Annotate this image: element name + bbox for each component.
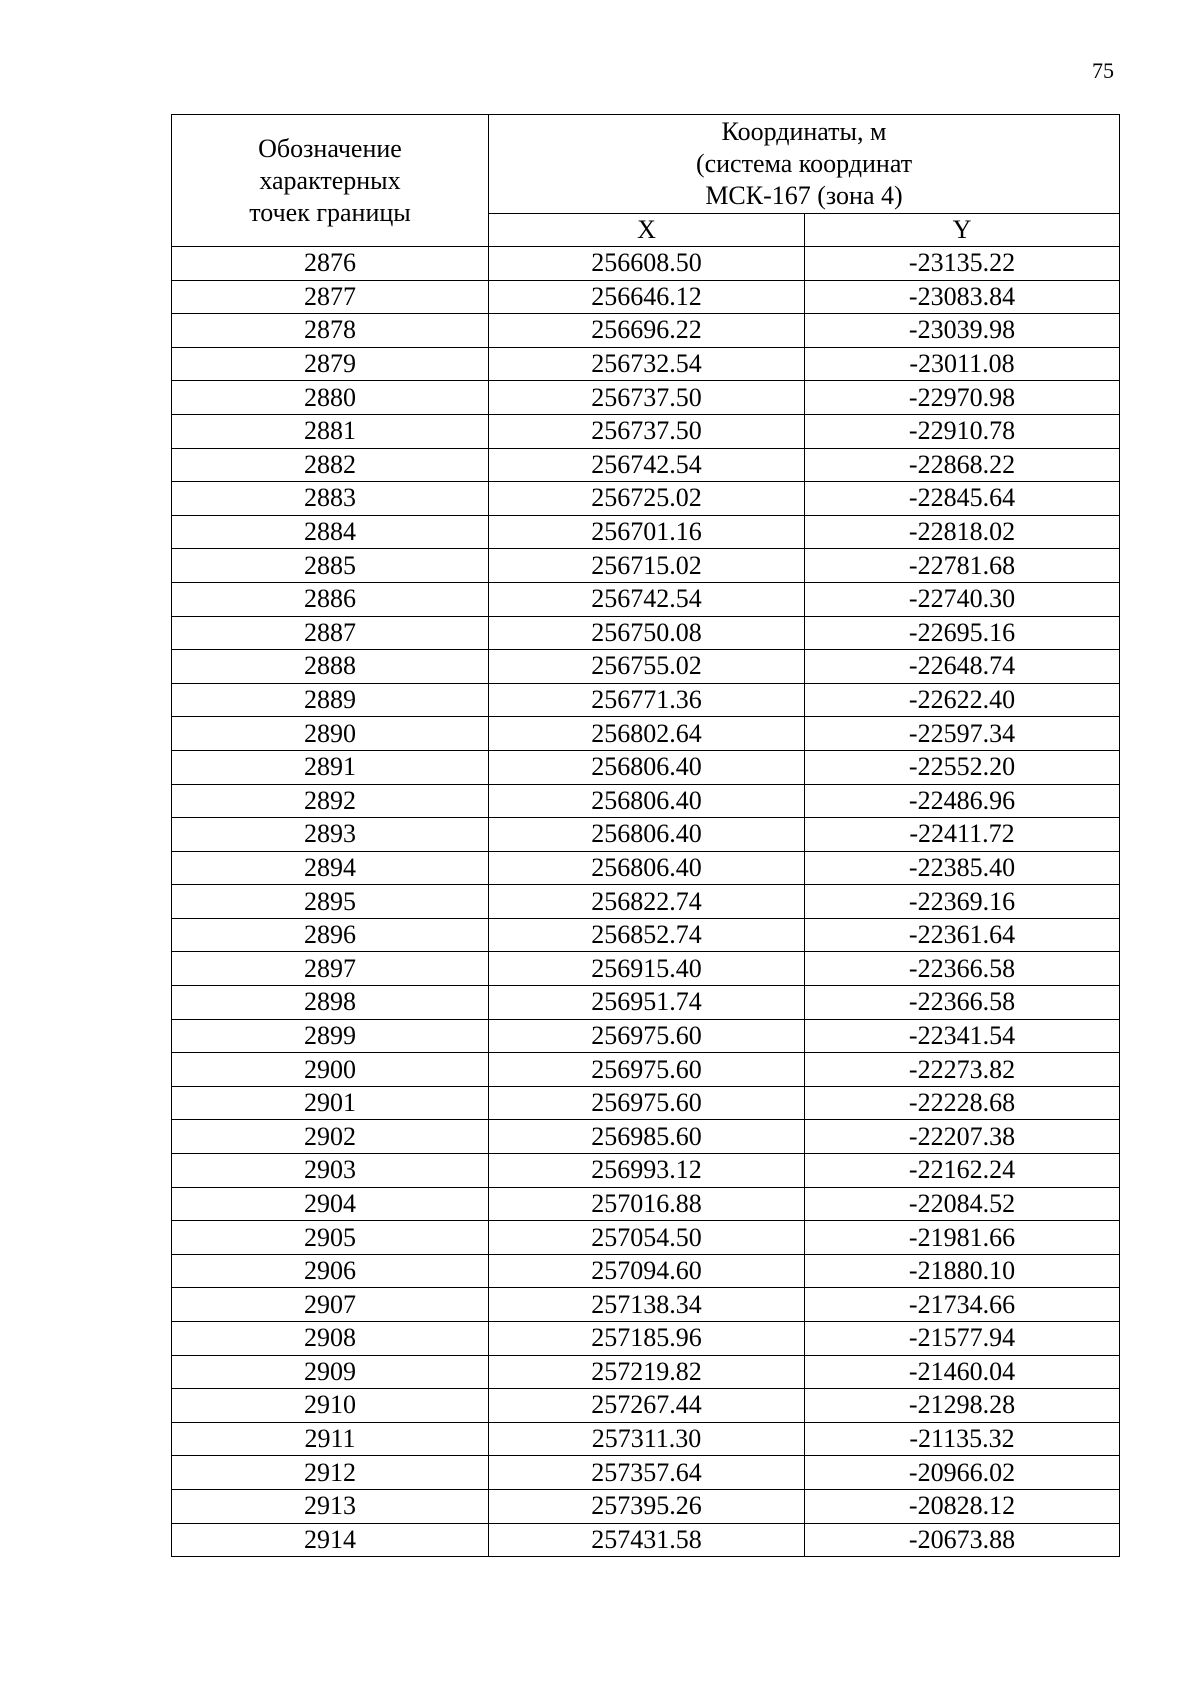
table-row xyxy=(172,1221,1120,1255)
table-row xyxy=(172,1120,1120,1154)
table-row xyxy=(172,347,1120,381)
x-coordinate-cell: 256646.12 xyxy=(489,280,805,314)
x-coordinate-cell: 256951.74 xyxy=(489,986,805,1020)
y-coordinate-cell: -22369.16 xyxy=(805,885,1120,919)
y-coordinate-cell: -23135.22 xyxy=(805,247,1120,281)
x-coordinate-cell: 256802.64 xyxy=(489,717,805,751)
y-coordinate-cell: -22648.74 xyxy=(805,650,1120,684)
point-id-cell: 2879 xyxy=(172,347,489,381)
point-id-cell: 2897 xyxy=(172,952,489,986)
table-row xyxy=(172,448,1120,482)
table-row xyxy=(172,1187,1120,1221)
point-id-cell: 2887 xyxy=(172,616,489,650)
point-id-cell: 2885 xyxy=(172,549,489,583)
table-row xyxy=(172,314,1120,348)
header-y: Y xyxy=(805,214,1120,247)
table-row xyxy=(172,1456,1120,1490)
coordinates-table xyxy=(171,114,1120,1557)
x-coordinate-cell: 256975.60 xyxy=(489,1053,805,1087)
y-coordinate-cell: -22868.22 xyxy=(805,448,1120,482)
point-id-cell: 2901 xyxy=(172,1086,489,1120)
x-coordinate-cell: 257395.26 xyxy=(489,1489,805,1523)
x-coordinate-cell: 256737.50 xyxy=(489,414,805,448)
x-coordinate-cell: 257431.58 xyxy=(489,1523,805,1557)
table-row xyxy=(172,515,1120,549)
table-row xyxy=(172,582,1120,616)
x-coordinate-cell: 256806.40 xyxy=(489,851,805,885)
x-coordinate-cell: 257311.30 xyxy=(489,1422,805,1456)
table-row xyxy=(172,1288,1120,1322)
x-coordinate-cell: 257016.88 xyxy=(489,1187,805,1221)
x-coordinate-cell: 257094.60 xyxy=(489,1254,805,1288)
point-id-cell: 2881 xyxy=(172,414,489,448)
y-coordinate-cell: -22910.78 xyxy=(805,414,1120,448)
y-coordinate-cell: -22845.64 xyxy=(805,482,1120,516)
table-row xyxy=(172,1355,1120,1389)
x-coordinate-cell: 256985.60 xyxy=(489,1120,805,1154)
x-coordinate-cell: 256852.74 xyxy=(489,918,805,952)
y-coordinate-cell: -22228.68 xyxy=(805,1086,1120,1120)
point-id-cell: 2889 xyxy=(172,683,489,717)
point-id-cell: 2882 xyxy=(172,448,489,482)
y-coordinate-cell: -22486.96 xyxy=(805,784,1120,818)
y-coordinate-cell: -22622.40 xyxy=(805,683,1120,717)
y-coordinate-cell: -21981.66 xyxy=(805,1221,1120,1255)
table-row xyxy=(172,683,1120,717)
x-coordinate-cell: 256750.08 xyxy=(489,616,805,650)
x-coordinate-cell: 256822.74 xyxy=(489,885,805,919)
point-id-cell: 2876 xyxy=(172,247,489,281)
table-row xyxy=(172,750,1120,784)
header-designation-line: Обозначение xyxy=(258,133,402,163)
table-row xyxy=(172,1086,1120,1120)
x-coordinate-cell: 256806.40 xyxy=(489,784,805,818)
table-row xyxy=(172,784,1120,818)
point-id-cell: 2884 xyxy=(172,515,489,549)
y-coordinate-cell: -20673.88 xyxy=(805,1523,1120,1557)
y-coordinate-cell: -23083.84 xyxy=(805,280,1120,314)
x-coordinate-cell: 256608.50 xyxy=(489,247,805,281)
y-coordinate-cell: -22818.02 xyxy=(805,515,1120,549)
x-coordinate-cell: 256725.02 xyxy=(489,482,805,516)
x-coordinate-cell: 257138.34 xyxy=(489,1288,805,1322)
point-id-cell: 2891 xyxy=(172,750,489,784)
point-id-cell: 2900 xyxy=(172,1053,489,1087)
point-id-cell: 2894 xyxy=(172,851,489,885)
x-coordinate-cell: 256993.12 xyxy=(489,1154,805,1188)
y-coordinate-cell: -22084.52 xyxy=(805,1187,1120,1221)
y-coordinate-cell: -21734.66 xyxy=(805,1288,1120,1322)
point-id-cell: 2888 xyxy=(172,650,489,684)
y-coordinate-cell: -22366.58 xyxy=(805,952,1120,986)
point-id-cell: 2896 xyxy=(172,918,489,952)
x-coordinate-cell: 257185.96 xyxy=(489,1322,805,1356)
point-id-cell: 2903 xyxy=(172,1154,489,1188)
table-row xyxy=(172,1154,1120,1188)
table-row xyxy=(172,1019,1120,1053)
table-row xyxy=(172,1523,1120,1557)
y-coordinate-cell: -23039.98 xyxy=(805,314,1120,348)
x-coordinate-cell: 256701.16 xyxy=(489,515,805,549)
point-id-cell: 2880 xyxy=(172,381,489,415)
x-coordinate-cell: 256742.54 xyxy=(489,448,805,482)
point-id-cell: 2892 xyxy=(172,784,489,818)
x-coordinate-cell: 257357.64 xyxy=(489,1456,805,1490)
point-id-cell: 2902 xyxy=(172,1120,489,1154)
y-coordinate-cell: -22552.20 xyxy=(805,750,1120,784)
table-body xyxy=(172,247,1120,1557)
point-id-cell: 2898 xyxy=(172,986,489,1020)
point-id-cell: 2910 xyxy=(172,1389,489,1423)
point-id-cell: 2909 xyxy=(172,1355,489,1389)
y-coordinate-cell: -22341.54 xyxy=(805,1019,1120,1053)
x-coordinate-cell: 256732.54 xyxy=(489,347,805,381)
x-coordinate-cell: 257219.82 xyxy=(489,1355,805,1389)
x-coordinate-cell: 256806.40 xyxy=(489,750,805,784)
table-row xyxy=(172,918,1120,952)
point-id-cell: 2914 xyxy=(172,1523,489,1557)
y-coordinate-cell: -22207.38 xyxy=(805,1120,1120,1154)
x-coordinate-cell: 256737.50 xyxy=(489,381,805,415)
y-coordinate-cell: -21577.94 xyxy=(805,1322,1120,1356)
table-row xyxy=(172,1422,1120,1456)
y-coordinate-cell: -22970.98 xyxy=(805,381,1120,415)
y-coordinate-cell: -20966.02 xyxy=(805,1456,1120,1490)
table-row xyxy=(172,247,1120,281)
point-id-cell: 2886 xyxy=(172,582,489,616)
point-id-cell: 2904 xyxy=(172,1187,489,1221)
y-coordinate-cell: -22740.30 xyxy=(805,582,1120,616)
point-id-cell: 2893 xyxy=(172,818,489,852)
table-row xyxy=(172,986,1120,1020)
header-coordinates xyxy=(489,115,1120,214)
header-designation xyxy=(172,115,489,247)
table-row xyxy=(172,482,1120,516)
y-coordinate-cell: -21880.10 xyxy=(805,1254,1120,1288)
header-coordinates-line: (система координат xyxy=(695,149,913,178)
point-id-cell: 2883 xyxy=(172,482,489,516)
table-row xyxy=(172,851,1120,885)
table-row xyxy=(172,952,1120,986)
table-row xyxy=(172,1053,1120,1087)
table-row xyxy=(172,818,1120,852)
point-id-cell: 2913 xyxy=(172,1489,489,1523)
x-coordinate-cell: 257054.50 xyxy=(489,1221,805,1255)
y-coordinate-cell: -22695.16 xyxy=(805,616,1120,650)
x-coordinate-cell: 256715.02 xyxy=(489,549,805,583)
point-id-cell: 2908 xyxy=(172,1322,489,1356)
point-id-cell: 2895 xyxy=(172,885,489,919)
point-id-cell: 2890 xyxy=(172,717,489,751)
table-row xyxy=(172,1489,1120,1523)
header-coordinates-line: МСК-167 (зона 4) xyxy=(705,181,903,210)
y-coordinate-cell: -22273.82 xyxy=(805,1053,1120,1087)
y-coordinate-cell: -22162.24 xyxy=(805,1154,1120,1188)
y-coordinate-cell: -22781.68 xyxy=(805,549,1120,583)
table-row xyxy=(172,650,1120,684)
x-coordinate-cell: 256742.54 xyxy=(489,582,805,616)
table-row xyxy=(172,549,1120,583)
point-id-cell: 2878 xyxy=(172,314,489,348)
table-row xyxy=(172,1322,1120,1356)
y-coordinate-cell: -23011.08 xyxy=(805,347,1120,381)
table-row xyxy=(172,616,1120,650)
x-coordinate-cell: 256755.02 xyxy=(489,650,805,684)
x-coordinate-cell: 256975.60 xyxy=(489,1019,805,1053)
point-id-cell: 2899 xyxy=(172,1019,489,1053)
header-designation-line: характерных xyxy=(259,165,401,195)
point-id-cell: 2906 xyxy=(172,1254,489,1288)
table-row xyxy=(172,381,1120,415)
page-number: 75 xyxy=(1092,58,1114,83)
x-coordinate-cell: 256915.40 xyxy=(489,952,805,986)
x-coordinate-cell: 256696.22 xyxy=(489,314,805,348)
table-row xyxy=(172,280,1120,314)
table-row xyxy=(172,1389,1120,1423)
y-coordinate-cell: -22366.58 xyxy=(805,986,1120,1020)
y-coordinate-cell: -22361.64 xyxy=(805,918,1120,952)
x-coordinate-cell: 257267.44 xyxy=(489,1389,805,1423)
table-row xyxy=(172,885,1120,919)
y-coordinate-cell: -21298.28 xyxy=(805,1389,1120,1423)
table-row xyxy=(172,414,1120,448)
table-row xyxy=(172,1254,1120,1288)
header-x: X xyxy=(489,214,805,247)
x-coordinate-cell: 256806.40 xyxy=(489,818,805,852)
point-id-cell: 2911 xyxy=(172,1422,489,1456)
table-row xyxy=(172,717,1120,751)
y-coordinate-cell: -21135.32 xyxy=(805,1422,1120,1456)
header-coordinates-line: Координаты, м xyxy=(721,117,887,146)
x-coordinate-cell: 256771.36 xyxy=(489,683,805,717)
header-designation-line: точек границы xyxy=(249,197,411,227)
point-id-cell: 2907 xyxy=(172,1288,489,1322)
y-coordinate-cell: -22385.40 xyxy=(805,851,1120,885)
y-coordinate-cell: -22411.72 xyxy=(805,818,1120,852)
point-id-cell: 2912 xyxy=(172,1456,489,1490)
point-id-cell: 2905 xyxy=(172,1221,489,1255)
y-coordinate-cell: -21460.04 xyxy=(805,1355,1120,1389)
x-coordinate-cell: 256975.60 xyxy=(489,1086,805,1120)
y-coordinate-cell: -20828.12 xyxy=(805,1489,1120,1523)
point-id-cell: 2877 xyxy=(172,280,489,314)
y-coordinate-cell: -22597.34 xyxy=(805,717,1120,751)
